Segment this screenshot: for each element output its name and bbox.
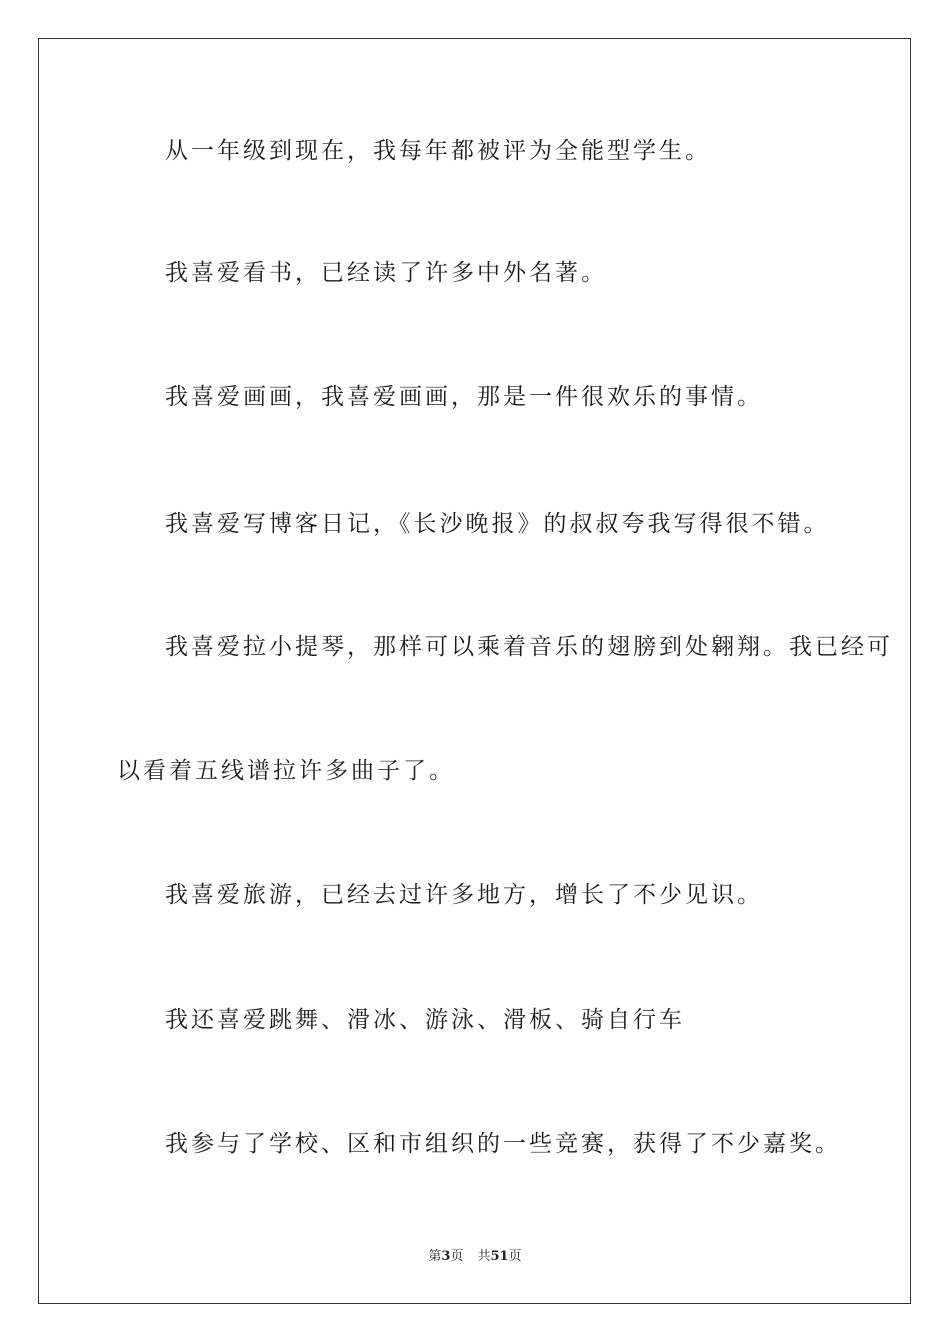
paragraph-7: 我还喜爱跳舞、滑冰、游泳、滑板、骑自行车 [165, 1007, 685, 1033]
paragraph-4: 我喜爱写博客日记，《长沙晚报》的叔叔夸我写得很不错。 [165, 511, 830, 537]
paragraph-5-line-1: 我喜爱拉小提琴，那样可以乘着音乐的翅膀到处翱翔。我已经可 [165, 634, 893, 660]
page-footer [0, 1248, 950, 1266]
paragraph-2: 我喜爱看书，已经读了许多中外名著。 [165, 260, 607, 286]
page-number: 3 [441, 1249, 451, 1264]
page-border [38, 38, 911, 1304]
total-suffix: 页 [508, 1249, 522, 1264]
paragraph-5-line-2: 以看着五线谱拉许多曲子了。 [117, 758, 455, 784]
page-suffix: 页 [450, 1249, 464, 1264]
paragraph-1: 从一年级到现在，我每年都被评为全能型学生。 [165, 138, 711, 164]
total-pages: 51 [490, 1249, 509, 1264]
page-prefix: 第 [428, 1249, 442, 1264]
paragraph-8: 我参与了学校、区和市组织的一些竞赛，获得了不少嘉奖。 [165, 1131, 841, 1157]
total-prefix: 共 [477, 1249, 491, 1264]
paragraph-3: 我喜爱画画，我喜爱画画，那是一件很欢乐的事情。 [165, 384, 763, 410]
paragraph-6: 我喜爱旅游，已经去过许多地方，增长了不少见识。 [165, 882, 763, 908]
